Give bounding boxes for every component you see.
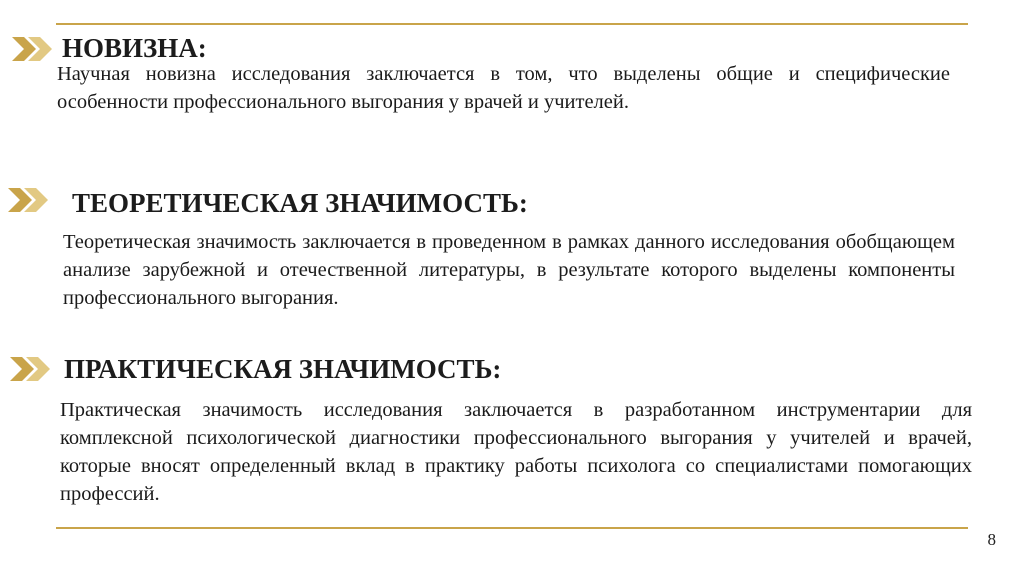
double-chevron-icon	[10, 34, 56, 64]
top-divider	[56, 23, 968, 25]
section-heading-theoretical: ТЕОРЕТИЧЕСКАЯ ЗНАЧИМОСТЬ:	[72, 188, 528, 218]
page-number: 8	[987, 530, 996, 549]
section-heading-practical: ПРАКТИЧЕСКАЯ ЗНАЧИМОСТЬ:	[64, 354, 502, 384]
double-chevron-icon	[6, 185, 52, 215]
section-text-practical: Практическая значимость исследования заключается в разработанном инструментарии для комплексной психологической диагностики профессионального выгорания у учителей и врачей, которые вносят определенный вклад в практику работы психолога со специалистами помогающих профессий.	[60, 399, 972, 505]
double-chevron-icon	[8, 354, 54, 384]
bottom-divider	[56, 527, 968, 529]
section-text-novelty: Научная новизна исследования заключается в том, что выделены общие и специфические особенности профессионального выгорания у врачей и учителей.	[57, 63, 950, 113]
section-heading-novelty: НОВИЗНА:	[62, 33, 207, 63]
section-text-theoretical: Теоретическая значимость заключается в проведенном в рамках данного исследования обобщающем анализе зарубежной и отечественной литературы, в результате которого выделены компоненты профессионального выгорания.	[63, 231, 955, 309]
